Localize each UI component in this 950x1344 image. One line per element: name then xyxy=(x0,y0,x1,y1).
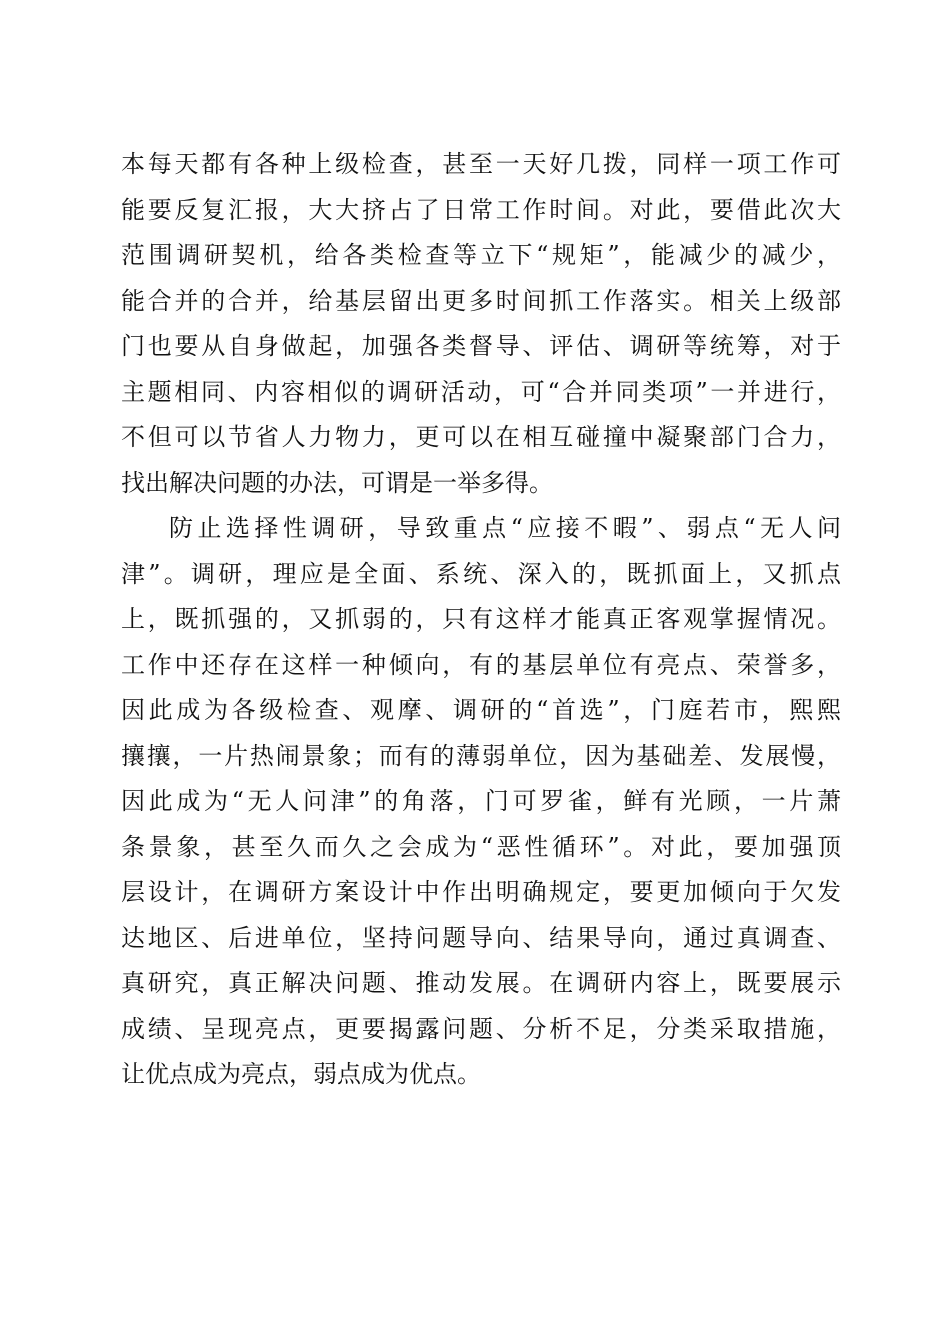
text-line: 因此成为各级检查、观摩、调研的“首选”，门庭若市，熙熙 xyxy=(121,696,841,724)
text-line: 工作中还存在这样一种倾向，有的基层单位有亮点、荣誉多， xyxy=(121,650,841,679)
text-line: 上，既抓强的，又抓弱的，只有这样才能真正客观掌握情况。 xyxy=(121,605,841,633)
text-line: 达地区、后进单位，坚持问题导向、结果导向，通过真调查、 xyxy=(121,923,841,952)
text-line: 主题相同、内容相似的调研活动，可“合并同类项”一并进行， xyxy=(121,377,841,406)
text-line: 找出解决问题的办法，可谓是一举多得。 xyxy=(121,468,553,497)
text-line: 门也要从自身做起，加强各类督导、评估、调研等统筹，对于 xyxy=(121,332,841,360)
paragraph-2 xyxy=(121,506,841,1098)
document-body xyxy=(121,142,841,1098)
text-line: 防止选择性调研，导致重点“应接不暇”、弱点“无人问 xyxy=(169,514,841,542)
text-line: 攘攘，一片热闹景象；而有的薄弱单位，因为基础差、发展慢， xyxy=(121,741,841,770)
text-line: 能合并的合并，给基层留出更多时间抓工作落实。相关上级部 xyxy=(121,286,841,315)
text-line: 真研究，真正解决问题、推动发展。在调研内容上，既要展示 xyxy=(121,969,841,997)
text-line: 条景象，甚至久而久之会成为“恶性循环”。对此，要加强顶 xyxy=(121,832,841,861)
text-line: 因此成为“无人问津”的角落，门可罗雀，鲜有光顾，一片萧 xyxy=(121,787,841,815)
text-line: 不但可以节省人力物力，更可以在相互碰撞中凝聚部门合力， xyxy=(121,423,841,451)
text-line: 成绩、呈现亮点，更要揭露问题、分析不足，分类采取措施， xyxy=(121,1014,841,1043)
paragraph-1 xyxy=(121,142,841,506)
text-line: 层设计，在调研方案设计中作出明确规定，要更加倾向于欠发 xyxy=(121,878,841,906)
text-line: 让优点成为亮点，弱点成为优点。 xyxy=(121,1060,481,1088)
text-line: 津”。调研，理应是全面、系统、深入的，既抓面上，又抓点 xyxy=(121,559,841,588)
text-line: 能要反复汇报，大大挤占了日常工作时间。对此，要借此次大 xyxy=(121,195,841,224)
text-line: 本每天都有各种上级检查，甚至一天好几拨，同样一项工作可 xyxy=(121,150,841,178)
text-line: 范围调研契机，给各类检查等立下“规矩”，能减少的减少， xyxy=(121,241,841,269)
